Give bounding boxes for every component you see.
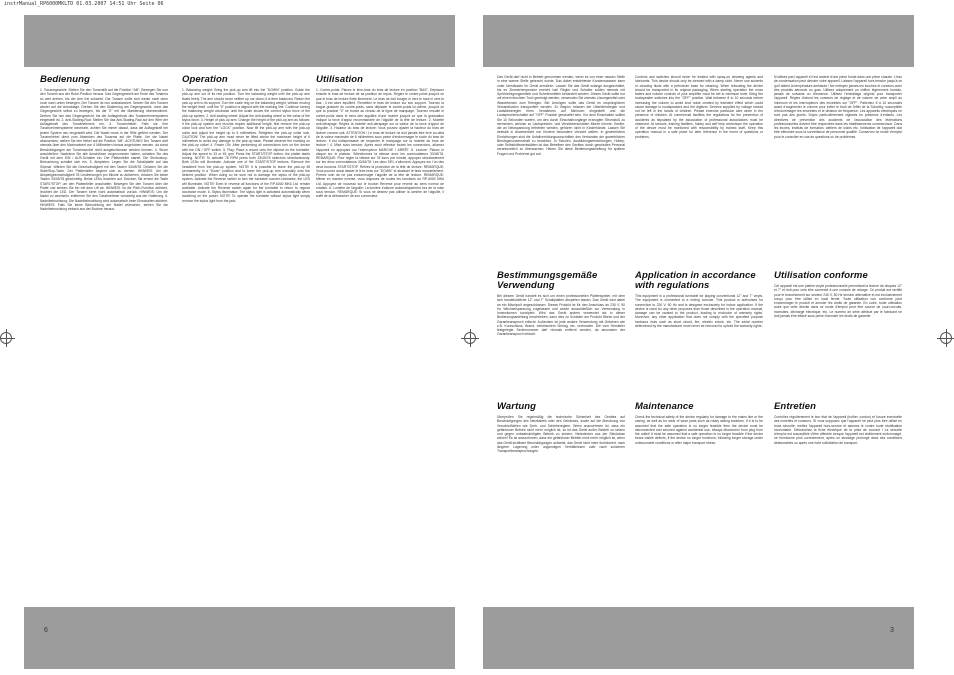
section-text-safety-fr: N'utilisez pas l'appareil s'il est amené d'une pièce froide dans une pièce chaude. L'eau de condensation peut détruire votre appareil. Laissez l'appareil hors tension jusqu'à ce qu'il atteint la température ambiante ! Ne nettoyez jamais les touches et curseurs avec des produits aérosols ou gras. Utilisez uniquement un chiffon légèrement humide, jamais de solvants ou d'essence. Utilisez l'emballage original pour transporter l'appareil. Réglez d'abord les curseurs de réglage et de volume de votre ampli au minimum et les interrupteurs des enceintes sur "OFF". Patientez 8 à 10 secondes avant d'augmenter le volume pour éviter le bruit de l'effet de la Schottky, susceptible d'endommager les enceintes et le diviseur de fréquence. Les appareils électriques ne sont pas des jouets. Soyez particulièrement vigilants en présence d'enfants. Les directives de prévention des accidents de l'association des fédérations professionnelles doivent être respectées dans les établissements commerciaux. Dans les écoles, instituts de formation, ateliers de loisirs etc. l'utilisation de l'appareil doit être effectuée sous la surveillance de personnel qualifié. Conservez ce mode d'emploi pour le consulter en cas de questions ou de problèmes. bbox=[774, 75, 902, 139]
column-maintenance bbox=[635, 402, 763, 597]
print-header: instrManual_RP6000MKLTD 01.03.2007 14:51 Uhr Seite 06 bbox=[4, 1, 164, 7]
column-safety-en bbox=[635, 75, 763, 265]
section-title-maintenance: Maintenance bbox=[635, 402, 694, 412]
section-title-bedienung: Bedienung bbox=[40, 75, 90, 85]
column-operation bbox=[182, 75, 310, 597]
column-application bbox=[635, 271, 763, 396]
section-text-conforme: Cet appareil est une platine vinyle professionnelle permettant la lecture de disques 12" et 7" et doit pour cela être connecté à une console de mixage. Ce produit est certifié pour le branchement sur secteur 230 V, 50 Hz tension alternative et est exclusivement conçu pour être utilisé en local fermé. Toute utilisation non conforme peut endommager le produit et annuler les droits de garantie. En outre, toute utilisation autre que celle décrite dans ce mode d'emploi peut être source de court-circuits, incendies, décharge électrique, etc. Le numéro de série attribué par le fabricant ne doit jamais être effacé sous peine d'annuler les droits de garantie. bbox=[774, 284, 902, 318]
section-title-conforme: Utilisation conforme bbox=[774, 271, 868, 281]
section-title-utilisation: Utilisation bbox=[316, 75, 364, 85]
footer-band-left bbox=[24, 607, 455, 669]
section-title-bestimmung: Bestimmungsgemäße Verwendung bbox=[497, 271, 598, 291]
section-title-wartung: Wartung bbox=[497, 402, 537, 412]
section-title-entretien: Entretien bbox=[774, 402, 817, 412]
section-text-safety-en: Controls and switches should never be treated with spray-on cleaning agents and lubricants. This device should only be cleaned with a damp cloth. Never use solvents or cleaning fluids with a petroleum base for cleaning. When relocating the device should be transported in its original packaging. When starting operation the cross faders and volume controls of your amplifier must be set to minimum level. Bring the loudspeaker switches into the "OFF" position. Wait between 8 to 10 seconds before increasing the volume to avoid shot noise created by transient effect which could cause damage to loudspeakers and the digitizer. Devices supplied by voltage should not be left in the hands of children. Please exercise particular care when in the presence of children. At commercial facilities the regulations for the prevention of accidents as stipulated by the association of professional associations must be observed. At schools, training facilities, hobby and self help workshops the operation of the device must be monitored with responsibility by trained staff. Keep this operation manual in a safe place for later reference in the event of questions or problems. bbox=[635, 75, 763, 139]
section-text-wartung: Überprüfen Sie regelmäßig die technische Sicherheit des Gerätes auf Beschädigungen des Netzkabels oder des Gehäuses, sowie auf die Abnutzung von Verschleißteilen wie Dreh- und Schiebereglern. Wenn anzunehmen ist, dass ein gefahrloser Betrieb nicht mehr möglich ist, so ist das Gerät außer Betrieb zu setzen und gegen unbeabsichtigten Betrieb zu sichern. Netzstecker aus der Steckdose ziehen! Es ist anzunehmen, dass ein gefahrloser Betrieb nicht mehr möglich ist, wenn das Gerät sichtbare Beschädigungen aufweist, das Gerät nicht mehr funktioniert, nach längerer Lagerung unter ungünstigen Verhältnissen oder nach schweren Transportbeanspruchungen. bbox=[497, 415, 625, 453]
footer-band-right bbox=[483, 607, 914, 669]
header-band-right bbox=[483, 15, 914, 67]
section-text-utilisation: 1. Contre-poids: Placez le lève-bras du bras de lecture en position "BAS". Déplacez ensuite le bras de lecture de sa position de repos. Réglez le contre-poids jusqu'à ce que le bras de lecture flotte librement. Le bras ne doit bouger ni vers le haut ni vers le bas ; il est alors équilibré. Remettez le bras de lecture sur son support. Tournez la bague graduée du contre-poids, sans déplacer le contre-poids lui-même, jusqu'à ce que la position "0" se trouve au niveau de la ligne de marquage. Tournez ensuite le contre-poids dans le sens des aiguilles d'une montre jusqu'à ce que la graduation indique la force d'appui recommandée de l'aiguille de la tête de lecture. 2. Molette anti-dérapage: Réglez la molette anti-dérapage sur la valeur de la force d'appui de l'aiguille. 3. Hauteur du bras de lecture: Vous pouvez ajuster la hauteur du bras de lecture comme suit. ATTENTION ! Le bras de lecture ne doit jamais être levé au-delà de la valeur maximale de 6 millimètres sous peine d'endommager le socle du bras de lecture. Il est indispensable de respecter le marquage sur la molette du bras de lecture ! 4. Mise sous tension: Après avoir effectué toutes les connexions, allumez l'appareil en appuyant sur l'interrupteur MARCHE / ARRÊT. 5. Lecture: Placez le disque sur le plateau. Sélectionnez la vitesse avec les commutateurs 33/45/78. REMARQUE: Pour régler la vitesse sur 78 tours par minute, appuyez simultanément sur les deux commutateurs 33/45/78. Les deux DEL s'allument. Appuyez sur l'un des deux boutons START/STOP. Retirez la protection de la tête de lecture. REMARQUE: Vous pouvez aussi laisser le lève-bras sur "DOWN" et abaisser le bras manuellement. Prenez soin de ne pas endommager l'aiguille de la tête de lecture. REMARQUE: Même en marche inverse, vous disposez de toutes les fonctions du RP-6000 MK6 Ltd. Appuyez de nouveau sur le bouton Reverse pour revenir au sens normal de rotation. 6. Lumière de l'aiguille: La lumière s'allume automatiquement lors de la mise sous tension. REMARQUE: Si vous ne désirez pas utiliser la lumière de l'aiguille, il suffit de la débrancher de son connecteur. bbox=[316, 88, 444, 199]
section-title-operation: Operation bbox=[182, 75, 228, 85]
section-text-maintenance: Check the technical safety of the device regularly for damage to the mains line or the casing, as well as for wear of wear parts such as rotary sliding switches. If it is to be assumed that the safe operation is no longer feasible then the device must be disconnected and secured against accidental use. Always disconnect from plug from the outlet! It must be assumed that a safe operation is no longer feasible if the device bears visible defects, if the device no longer functions, following longer storage under unfavourable conditions or after major transport stress. bbox=[635, 415, 763, 445]
section-text-safety-de: Das Gerät darf nicht in Betrieb genommen werden, wenn es von einer nassen Stelle in eine warme Stelle gebracht wurde. Das dabei entstehende Kondenswasser kann unter Umständen Ihr Gerät zerstören. Lassen Sie das Gerät solange ausgeschaltet, bis es Zimmertemperatur erreicht hat! Regler und Schalter sollten niemals mit Sprühreinigungsmitteln und Schmiermitteln behandelt werden. Dieses Gerät sollte nur mit einem feuchten Tuch gereinigt werden, verwenden Sie niemals Lösungsmittel oder Waschbenzin zum Reinigen. Bei Umzügen sollte das Gerät im ursprünglichen Versandkarton transportiert werden. Zu Beginn müssen der Überblendregler und Lautstärkeregler Ihres Verstärkers auf Minimum eingestellt und die Lautsprecherschalter auf "OFF" Position geschaltet sein. Vor dem Einschalten sollten Sie 10 Sekunden warten, um den durch Einschaltvorgänge erzeugten Stromstoß zu vermeiden, welcher zu Lautsprecher- und Verstärkerschäden führen könnte. Geräte, die an Netzspannung betrieben werden, gehören nicht in Kinderhände. Lassen Sie deshalb in Anwesenheit von Kindern besondere Vorsicht walten. In gewerblichen Einrichtungen sind die Unfallverhütungsvorschriften des Verbandes der gewerblichen Berufsgenossenschaft zu beachten. In Schulen, Ausbildungseinrichtungen, Hobby- oder Selbsthilfewerkstätten ist das Betreiben des Gerätes durch geschultes Personal verantwortlich zu überwachen. Heben Sie diese Bedienungsanleitung für spätere Fragen und Probleme gut auf. bbox=[497, 75, 625, 156]
section-text-bedienung: 1. Tonarmgewicht: Stellen Sie den Tonarmlift auf die Position "AB". Bewegen Sie nun den Tonarm aus der Ruhe-Position heraus. Das Gegengewicht am Ende des Tonarms so weit drehen, bis der Arm frei schwebt. Der Tonarm sollte sich weder nach oben noch nach unten bewegen. Der Tonarm ist nun ausbalanciert. Setzen Sie den Tonarm wieder auf die Armablage. Drehen Sie den Skalenring am Gegengewicht, ohne das Gegengewicht selbst zu bewegen, bis die "0" mit der Markierung übereinstimmt. Drehen Sie nun das Gegengewicht, bis der Auflagedruck des Tonabnehmersystems eingestellt ist. 2. Anti-Skating-Rad: Stellen Sie das Anti-Skating-Rad auf den Wert der Auflagekraft des Tonabnehmers ein. 3. Tonarmhebel: Falls sie Ihre Tonabnehmersysteme wechseln, achten Sie immer darauf, dass die Auflagekraft bei jedem System neu eingestellt wird. Die Nadel muss in der Rille geführt werden. Der Tonarmhebel dient zum Absenken des Tonarms auf die Platte. Um die Nadel abzusenken, stellen Sie den Hebel auf die Position "AB". ACHTUNG! Der Tonarm darf niemals über den Maximalwert von 6 Millimetern hinaus angehoben werden, da sonst Beschädigungen am Tonarmsockel nicht ausgeschlossen werden können. 4. Strom anschließen: Nachdem Sie alle Anschlüsse vorgenommen haben, schalten Sie das Gerät mit dem EIN / AUS-Schalter ein. Der Plattenteller startet. Die Stroboskop-Beleuchtung schaltet sich ein. 5. Abspielen: Legen Sie die Schallplatte auf das Slipmat. Wählen Sie die Geschwindigkeit mit den Tasten 33/45/78. Drücken Sie die Start/Stop-Taste. Der Plattenteller beginnt sich zu drehen. HINWEIS: Um die Abspielgeschwindigkeit 78 Umdrehungen pro Minute zu aktivieren, drücken Sie beide Tasten 33/45/78 gleichzeitig. Beide LEDs leuchten auf. Drücken Sie erneut die Taste START/STOP, um den Plattenteller anzuhalten. Bewegen Sie den Tonarm über die Platte und senken Sie ihn mit dem Lift ab. HINWEIS: Ist die Pitch-Funktion aktiviert, leuchtet die LED. Der Tonarm kehrt nicht automatisch zurück. HINWEIS: Um die Nadel zu wechseln, entfernen Sie den Tonabnehmer vorsichtig aus der Halterung. 6. Nadelbeleuchtung: Die Nadelbeleuchtung wird automatisch beim Einschalten aktiviert. HINWEIS: Falls Sie keine Beleuchtung der Nadel wünschen, stehen Sie die Nadelbeleuchtung einfach aus der Buchse heraus. bbox=[40, 88, 168, 211]
page-number-left: 6 bbox=[44, 627, 48, 634]
column-conforme bbox=[774, 271, 902, 396]
section-text-application: This equipment is a professional turntable for playing conventional 12" and 7" vinyls. The equipment is connected to a mixing console. This product is authorised for connection to 230 V, 50 Hz and is designed exclusively for indoor application. If the device is used for any other purposes than those described in the operation manual, damage can be caused to the product, leading to exclusion of warranty rights. Moreover, any other application that does not comply with the specified purpose harbours risks such as short circuit, fire, electric shock, etc. The serial number determined by the manufacturer must never be removed to uphold the warranty rights. bbox=[635, 294, 763, 328]
column-bestimmung bbox=[497, 271, 625, 396]
column-safety-de bbox=[497, 75, 625, 265]
page-number-right: 3 bbox=[890, 627, 894, 634]
column-entretien bbox=[774, 402, 902, 597]
column-wartung bbox=[497, 402, 625, 597]
registration-mark-center bbox=[464, 332, 476, 344]
column-safety-fr bbox=[774, 75, 902, 265]
column-bedienung bbox=[40, 75, 168, 597]
header-band-left bbox=[24, 15, 455, 67]
section-title-application: Application in accordance with regulations bbox=[635, 271, 756, 291]
column-utilisation bbox=[316, 75, 444, 597]
section-text-bestimmung: Bei diesem Gerät handelt es sich um einen professionellen Plattenspieler, mit dem sich handelsübliche 12" und 7" Schallplatten abspielen lassen. Das Gerät wird dabei an ein Mischpult angeschlossen. Dieses Produkt ist für den Anschluss an 230 V, 50 Hz Wechselspannung zugelassen und wurde ausschließlich zur Verwendung in Innenräumen konzipiert. Wird das Gerät anders verwendet als in dieser Bedienungsanleitung beschrieben, kann dies zu Schäden am Produkt führen und der Garantieanspruch erlischt. Außerdem ist jede andere Verwendung mit Gefahren wie z.B. Kurzschluss, Brand, elektrischem Schlag, etc. verbunden. Die vom Hersteller festgelegte Seriennummer darf niemals entfernt werden, da ansonsten der Garantieanspruch erlischt. bbox=[497, 294, 625, 337]
registration-mark-right bbox=[940, 332, 952, 344]
section-text-operation: 1. Balancing weight: Bring the pick-up arm lift into the "DOWN" position. Guide the pick-up arm out of its rest position. Turn the balancing weight until the pick-up arm floats freely. The arm should move neither up nor down; it is then balanced. Return the pick-up arm to its support. Turn the scale ring on the balancing weight, without moving the weight itself, until the "0" position is aligned with the marking line. Continue turning the balancing weight clockwise until the scale shows the correct stylus force of the pick-up system. 2. Anti-skating wheel: Adjust the anti-skating wheel to the value of the stylus force. 3. Height of pick-up arm: Change the height of the pick-up arm as follows: if the pick-up system and records require additional height, first remove the pick-up collar lock and turn the "LOCK" position. Now lift the pick-up arm with the pick-up collar and adjust the height up to 6 millimetres. Retighten the pick-up collar lock. CAUTION! The pick-up arm must never be lifted above the maximum height of 6 millimetres to avoid any damage to the pick-up base. Please observe the marking on the pick-up collar! 4. Power ON: After performing all connections turn on the device with the ON / OFF switch. 5. Play: Place a record onto the slipmat on the turntable. Adjust the speed to 33 or 45 rpm. Press the START/STOP button; the platter starts turning. NOTE! To activate 78 RPM press both 33/45/78 selectors simultaneously. Both LEDs will illuminate. Activate one of the START/STOP buttons. Remove the headshell from the pick-up system. NOTE! It is possible to leave the pick-up lift permanently in a "Down" position and to lower the pick-up arm manually onto the desired position. When doing so be sure not to damage the stylus of the pick-up system. Activate the Reverse switch to turn the turntable counter-clockwise; the LED will illuminate. NOTE! Even in reverse all functions of the RP-6000 MK6 Ltd. remain available. Activate the Reverse switch again for the turntable to return to regular clockwise mode. 6. Stylus illuminator: The stylus light is activated automatically when switching on the power. NOTE! To operate the turntable without stylus light simply remove the stylus light from the jack. bbox=[182, 88, 310, 203]
registration-mark-left bbox=[0, 332, 12, 344]
section-text-entretien: Contrôlez régulièrement le bon état de l'appareil (boîtier, cordon) et l'usure éventuelle des molettes et curseurs. Si vous supposez que l'appareil ne peut plus être utilisé en toute sécurité, mettez l'appareil hors-service et assurez le contre toute réutilisation involontaire. Débranchez la fiche électrique de la prise de courant ! La sécurité d'emploi est susceptible d'être affectée lorsque l'appareil est visiblement endommagé, ne fonctionne plus correctement, après un stockage prolongé dans des conditions défavorables ou après une forte sollicitation de transport. bbox=[774, 415, 902, 445]
